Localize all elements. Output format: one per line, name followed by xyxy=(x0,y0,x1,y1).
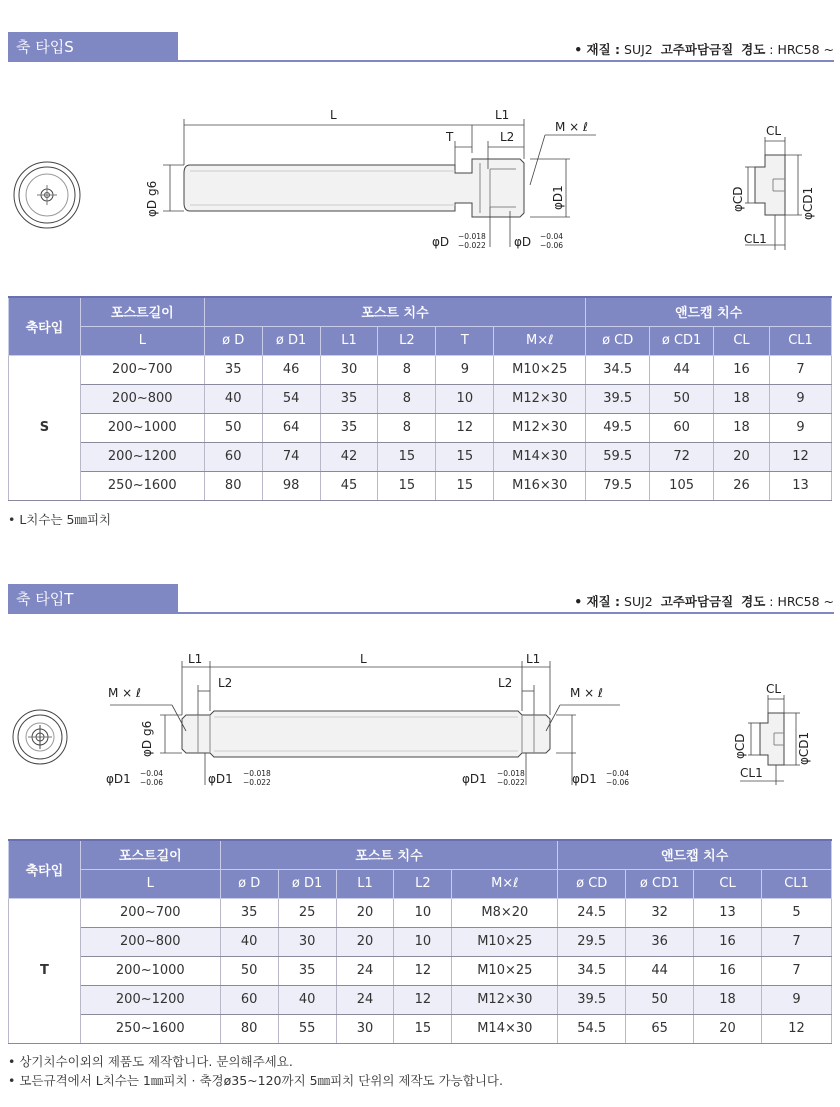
col-header: CL xyxy=(714,326,770,355)
table-cell: 250~1600 xyxy=(80,1014,220,1043)
table-cell: 15 xyxy=(394,1014,452,1043)
table-cell: 7 xyxy=(762,927,832,956)
col-header: M×ℓ xyxy=(494,326,586,355)
svg-text:T: T xyxy=(446,130,454,144)
section-s-note: • L치수는 5㎜피치 xyxy=(8,512,112,527)
type-cell: T xyxy=(9,898,81,1043)
section-s-header xyxy=(8,32,834,62)
section-t-table xyxy=(8,839,832,1044)
table-cell: 49.5 xyxy=(586,413,650,442)
svg-text:−0.022: −0.022 xyxy=(458,241,486,250)
table-cell: M16×30 xyxy=(494,471,586,500)
table-cell: 8 xyxy=(378,355,436,384)
table-cell: 15 xyxy=(378,471,436,500)
table-cell: 20 xyxy=(694,1014,762,1043)
col-header: ø D1 xyxy=(262,326,320,355)
table-row xyxy=(9,413,832,442)
table-cell: 200~800 xyxy=(80,384,204,413)
header-type: 축타입 xyxy=(9,297,81,355)
table-row xyxy=(9,442,832,471)
table-cell: 13 xyxy=(694,898,762,927)
svg-text:−0.018: −0.018 xyxy=(243,769,271,778)
table-cell: 39.5 xyxy=(558,985,626,1014)
svg-text:−0.06: −0.06 xyxy=(140,778,163,787)
svg-text:CL: CL xyxy=(766,124,782,138)
header-length: 포스트길이 xyxy=(80,840,220,869)
table-cell: 65 xyxy=(626,1014,694,1043)
svg-text:CL1: CL1 xyxy=(740,766,763,780)
svg-text:φCD1: φCD1 xyxy=(797,731,811,765)
s-shaft xyxy=(184,159,524,217)
table-cell: M8×20 xyxy=(452,898,558,927)
svg-text:φD1: φD1 xyxy=(208,772,233,786)
header-type: 축타입 xyxy=(9,840,81,898)
section-t-rows xyxy=(9,898,832,1043)
table-cell: 50 xyxy=(204,413,262,442)
table-cell: 50 xyxy=(626,985,694,1014)
table-cell: 10 xyxy=(436,384,494,413)
table-cell: 7 xyxy=(769,355,831,384)
header-length: 포스트길이 xyxy=(80,297,204,326)
svg-text:φCD: φCD xyxy=(731,186,745,212)
table-cell: 79.5 xyxy=(586,471,650,500)
col-header: CL1 xyxy=(762,869,832,898)
table-cell: 40 xyxy=(204,384,262,413)
table-cell: 200~1200 xyxy=(80,442,204,471)
table-cell: 20 xyxy=(336,927,394,956)
table-cell: 200~1000 xyxy=(80,956,220,985)
table-cell: 18 xyxy=(714,384,770,413)
col-header: L1 xyxy=(320,326,378,355)
svg-text:−0.04: −0.04 xyxy=(540,232,563,241)
table-cell: 30 xyxy=(336,1014,394,1043)
table-cell: 60 xyxy=(650,413,714,442)
table-row xyxy=(9,898,832,927)
table-cell: 35 xyxy=(278,956,336,985)
svg-text:φD1: φD1 xyxy=(106,772,131,786)
table-row xyxy=(9,956,832,985)
svg-text:L1: L1 xyxy=(526,652,541,666)
table-cell: 200~800 xyxy=(80,927,220,956)
section-s-rule xyxy=(8,60,834,62)
table-cell: 200~1000 xyxy=(80,413,204,442)
col-header: L1 xyxy=(336,869,394,898)
table-cell: M12×30 xyxy=(452,985,558,1014)
table-cell: 60 xyxy=(204,442,262,471)
table-cell: 12 xyxy=(394,985,452,1014)
svg-text:L2: L2 xyxy=(500,130,515,144)
table-cell: M12×30 xyxy=(494,413,586,442)
header-post: 포스트 치수 xyxy=(220,840,558,869)
table-cell: M14×30 xyxy=(452,1014,558,1043)
section-t-title: 축 타입T xyxy=(8,584,178,614)
col-header: L xyxy=(80,326,204,355)
svg-text:L2: L2 xyxy=(218,676,233,690)
svg-text:−0.018: −0.018 xyxy=(458,232,486,241)
col-header: ø CD1 xyxy=(650,326,714,355)
svg-text:φD g6: φD g6 xyxy=(145,180,159,217)
table-cell: 9 xyxy=(769,384,831,413)
col-header: ø CD xyxy=(558,869,626,898)
svg-text:L2: L2 xyxy=(498,676,513,690)
col-header: ø D1 xyxy=(278,869,336,898)
table-cell: 9 xyxy=(762,985,832,1014)
table-cell: 7 xyxy=(762,956,832,985)
svg-text:CL1: CL1 xyxy=(744,232,767,246)
table-cell: 18 xyxy=(694,985,762,1014)
svg-text:−0.022: −0.022 xyxy=(243,778,271,787)
svg-text:−0.04: −0.04 xyxy=(140,769,163,778)
table-cell: 15 xyxy=(436,442,494,471)
svg-text:−0.06: −0.06 xyxy=(540,241,563,250)
table-cell: 45 xyxy=(320,471,378,500)
svg-text:L1: L1 xyxy=(495,108,510,122)
table-row xyxy=(9,1014,832,1043)
table-cell: 32 xyxy=(626,898,694,927)
table-cell: 12 xyxy=(769,442,831,471)
table-cell: 54 xyxy=(262,384,320,413)
table-cell: 9 xyxy=(436,355,494,384)
table-cell: 15 xyxy=(436,471,494,500)
table-row xyxy=(9,384,832,413)
table-row xyxy=(9,355,832,384)
svg-text:φD: φD xyxy=(432,235,450,249)
table-cell: M10×25 xyxy=(452,927,558,956)
s-end-cap xyxy=(755,155,785,215)
svg-text:M × ℓ: M × ℓ xyxy=(108,686,141,700)
table-cell: M12×30 xyxy=(494,384,586,413)
table-cell: 200~700 xyxy=(80,355,204,384)
table-cell: 8 xyxy=(378,384,436,413)
table-cell: 46 xyxy=(262,355,320,384)
table-cell: M14×30 xyxy=(494,442,586,471)
table-cell: 105 xyxy=(650,471,714,500)
table-cell: 20 xyxy=(336,898,394,927)
table-cell: 60 xyxy=(220,985,278,1014)
table-cell: 200~1200 xyxy=(80,985,220,1014)
table-cell: 34.5 xyxy=(586,355,650,384)
table-cell: 74 xyxy=(262,442,320,471)
table-cell: 8 xyxy=(378,413,436,442)
table-cell: 55 xyxy=(278,1014,336,1043)
svg-text:L: L xyxy=(330,108,337,122)
col-header: L xyxy=(80,869,220,898)
s-end-view xyxy=(14,162,80,228)
table-cell: 16 xyxy=(714,355,770,384)
table-cell: 12 xyxy=(436,413,494,442)
table-cell: 40 xyxy=(220,927,278,956)
table-cell: 35 xyxy=(220,898,278,927)
section-s-title: 축 타입S xyxy=(8,32,178,62)
header-cap: 앤드캡 치수 xyxy=(558,840,832,869)
svg-text:φCD1: φCD1 xyxy=(801,186,815,220)
section-t-note-2: • 모든규격에서 L치수는 1㎜피치 · 축경ø35~120까지 5㎜피치 단위의 제작도 가능합니다. xyxy=(8,1073,503,1088)
table-cell: 30 xyxy=(320,355,378,384)
section-s-rows xyxy=(9,355,832,500)
svg-text:φD1: φD1 xyxy=(572,772,597,786)
table-cell: 34.5 xyxy=(558,956,626,985)
table-cell: 16 xyxy=(694,927,762,956)
col-header: ø D xyxy=(220,869,278,898)
table-cell: 42 xyxy=(320,442,378,471)
table-cell: 18 xyxy=(714,413,770,442)
table-cell: 35 xyxy=(320,413,378,442)
section-t-header xyxy=(8,584,834,614)
section-s-table xyxy=(8,296,832,501)
col-header: M×ℓ xyxy=(452,869,558,898)
t-end-view xyxy=(13,710,67,764)
table-cell: 20 xyxy=(714,442,770,471)
table-cell: 39.5 xyxy=(586,384,650,413)
type-cell: S xyxy=(9,355,81,500)
table-cell: 35 xyxy=(320,384,378,413)
table-cell: 250~1600 xyxy=(80,471,204,500)
col-header: L2 xyxy=(378,326,436,355)
table-cell: 24 xyxy=(336,985,394,1014)
table-cell: 44 xyxy=(626,956,694,985)
table-cell: 72 xyxy=(650,442,714,471)
section-s-material: • 재질 : SUJ2 고주파담금질 경도 : HRC58 ~ xyxy=(574,42,834,57)
svg-text:M × ℓ: M × ℓ xyxy=(570,686,603,700)
table-cell: 80 xyxy=(204,471,262,500)
svg-text:−0.022: −0.022 xyxy=(497,778,525,787)
table-cell: 26 xyxy=(714,471,770,500)
table-cell: M10×25 xyxy=(452,956,558,985)
table-cell: 40 xyxy=(278,985,336,1014)
section-s-drawing xyxy=(0,95,840,265)
table-cell: 25 xyxy=(278,898,336,927)
col-header: ø CD1 xyxy=(626,869,694,898)
svg-text:L1: L1 xyxy=(188,652,203,666)
table-cell: 44 xyxy=(650,355,714,384)
svg-text:M × ℓ: M × ℓ xyxy=(555,120,588,134)
table-cell: 24.5 xyxy=(558,898,626,927)
section-t-note-1: • 상기치수이외의 제품도 제작합니다. 문의해주세요. xyxy=(8,1054,293,1069)
table-cell: 50 xyxy=(220,956,278,985)
svg-text:φD1: φD1 xyxy=(551,185,565,210)
table-cell: 35 xyxy=(204,355,262,384)
table-cell: 16 xyxy=(694,956,762,985)
col-header: L2 xyxy=(394,869,452,898)
section-t-material: • 재질 : SUJ2 고주파담금질 경도 : HRC58 ~ xyxy=(574,594,834,609)
table-row xyxy=(9,927,832,956)
table-cell: 200~700 xyxy=(80,898,220,927)
table-cell: 9 xyxy=(769,413,831,442)
table-cell: 10 xyxy=(394,927,452,956)
col-header: ø CD xyxy=(586,326,650,355)
table-cell: 12 xyxy=(394,956,452,985)
table-cell: 64 xyxy=(262,413,320,442)
col-header: ø D xyxy=(204,326,262,355)
table-row xyxy=(9,471,832,500)
table-row xyxy=(9,985,832,1014)
svg-text:L: L xyxy=(360,652,367,666)
col-header: T xyxy=(436,326,494,355)
table-cell: 54.5 xyxy=(558,1014,626,1043)
svg-text:−0.018: −0.018 xyxy=(497,769,525,778)
table-cell: 29.5 xyxy=(558,927,626,956)
header-post: 포스트 치수 xyxy=(204,297,585,326)
svg-text:CL: CL xyxy=(766,682,782,696)
col-header: CL1 xyxy=(769,326,831,355)
svg-text:φCD: φCD xyxy=(733,733,747,759)
table-cell: 15 xyxy=(378,442,436,471)
table-cell: 98 xyxy=(262,471,320,500)
table-cell: 50 xyxy=(650,384,714,413)
section-t-rule xyxy=(8,612,834,614)
t-shaft xyxy=(182,711,550,757)
header-cap: 앤드캡 치수 xyxy=(586,297,832,326)
table-cell: 5 xyxy=(762,898,832,927)
svg-text:φD1: φD1 xyxy=(462,772,487,786)
table-cell: 13 xyxy=(769,471,831,500)
table-cell: M10×25 xyxy=(494,355,586,384)
section-t-drawing xyxy=(0,645,840,805)
svg-text:φD: φD xyxy=(514,235,532,249)
table-cell: 12 xyxy=(762,1014,832,1043)
table-cell: 10 xyxy=(394,898,452,927)
table-cell: 36 xyxy=(626,927,694,956)
table-cell: 30 xyxy=(278,927,336,956)
svg-text:−0.06: −0.06 xyxy=(606,778,629,787)
table-cell: 80 xyxy=(220,1014,278,1043)
svg-text:φD g6: φD g6 xyxy=(140,720,154,757)
table-cell: 24 xyxy=(336,956,394,985)
col-header: CL xyxy=(694,869,762,898)
svg-text:−0.04: −0.04 xyxy=(606,769,629,778)
table-cell: 59.5 xyxy=(586,442,650,471)
t-end-cap xyxy=(760,713,784,765)
